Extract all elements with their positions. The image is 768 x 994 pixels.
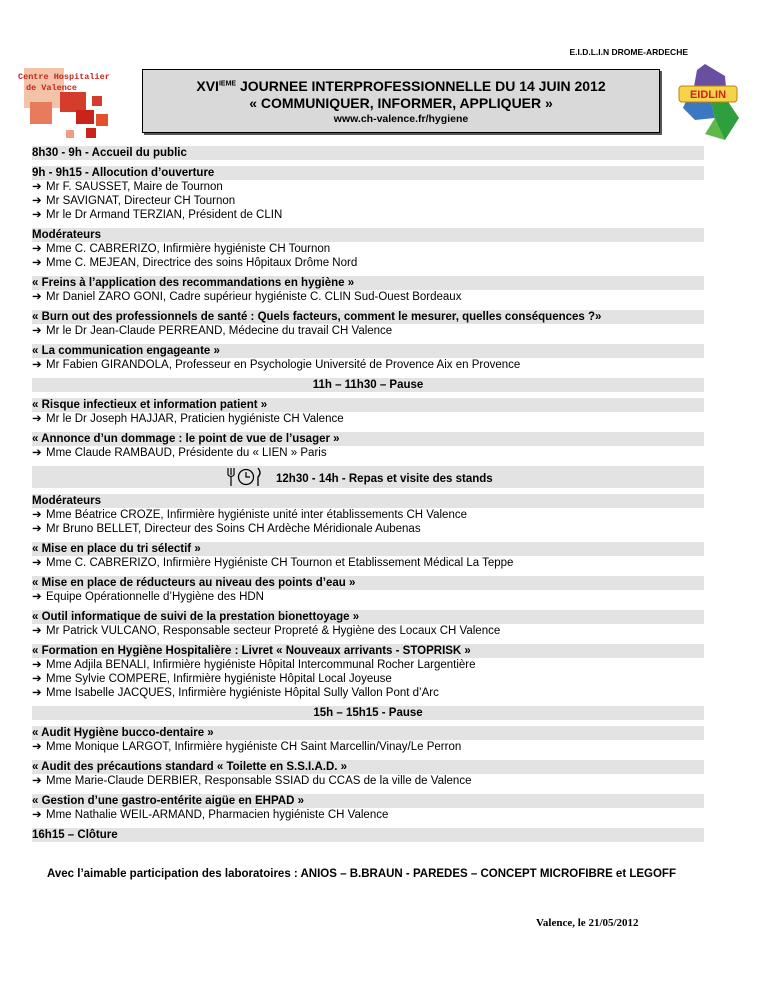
speaker-line xyxy=(32,180,704,194)
event-subtitle: « COMMUNIQUER, INFORMER, APPLIQUER » xyxy=(249,95,553,111)
speaker-text: Mme Monique LARGOT, Infirmière hygiéniste CH Saint Marcellin/Vinay/Le Perron xyxy=(46,741,462,753)
agenda-heading: Modérateurs xyxy=(32,228,704,242)
arrow-icon: ➔ xyxy=(32,659,42,671)
arrow-icon: ➔ xyxy=(32,359,42,371)
agenda-heading: « Formation en Hygiène Hospitalière : Livret « Nouveaux arrivants - STOPRISK » xyxy=(32,644,704,658)
sponsors-note: Avec l’aimable participation des laboratoires : ANIOS – B.BRAUN - PAREDES – CONCEPT MICROFIBRE et LEGOFF xyxy=(47,868,676,880)
agenda-heading: « Mise en place du tri sélectif » xyxy=(32,542,704,556)
speaker-text: Mr Daniel ZARO GONI, Cadre supérieur hygiéniste C. CLIN Sud-Ouest Bordeaux xyxy=(46,291,462,303)
event-url: www.ch-valence.fr/hygiene xyxy=(333,113,469,125)
speaker-line xyxy=(32,808,704,822)
association-label: E.I.D.L.I.N DROME-ARDECHE xyxy=(569,47,688,57)
agenda-block xyxy=(32,378,704,392)
arrow-icon: ➔ xyxy=(32,195,42,207)
speaker-text: Mme Claude RAMBAUD, Présidente du « LIEN » Paris xyxy=(46,447,327,459)
agenda-block xyxy=(32,794,704,822)
agenda-block xyxy=(32,726,704,754)
speaker-text: Mr F. SAUSSET, Maire de Tournon xyxy=(46,181,223,193)
agenda-heading: 16h15 – Clôture xyxy=(32,828,704,842)
speaker-text: Mme C. CABRERIZO, Infirmière hygiéniste CH Tournon xyxy=(46,243,331,255)
agenda-block xyxy=(32,760,704,788)
speaker-line xyxy=(32,508,704,522)
agenda xyxy=(32,146,704,848)
agenda-heading: « Audit des précautions standard « Toilette en S.S.I.A.D. » xyxy=(32,760,704,774)
arrow-icon: ➔ xyxy=(32,413,42,425)
arrow-icon: ➔ xyxy=(32,775,42,787)
speaker-line xyxy=(32,208,704,222)
agenda-heading: 8h30 - 9h - Accueil du public xyxy=(32,146,704,160)
agenda-heading: « Burn out des professionnels de santé : Quels facteurs, comment le mesurer, quelles conséquences ?» xyxy=(32,310,704,324)
speaker-text: Mr Patrick VULCANO, Responsable secteur Propreté & Hygiène des Locaux CH Valence xyxy=(46,625,501,637)
speaker-text: Mr le Dr Jean-Claude PERREAND, Médecine du travail CH Valence xyxy=(46,325,393,337)
speaker-text: Mr le Dr Armand TERZIAN, Président de CLIN xyxy=(46,209,283,221)
agenda-heading: 15h – 15h15 - Pause xyxy=(32,706,704,720)
agenda-heading: « Risque infectieux et information patient » xyxy=(32,398,704,412)
arrow-icon: ➔ xyxy=(32,181,42,193)
speaker-line xyxy=(32,740,704,754)
speaker-line xyxy=(32,446,704,460)
agenda-block xyxy=(32,644,704,700)
agenda-block xyxy=(32,576,704,604)
agenda-heading: Modérateurs xyxy=(32,494,704,508)
speaker-text: Mr Bruno BELLET, Directeur des Soins CH Ardèche Méridionale Aubenas xyxy=(46,523,421,535)
eidlin-logo-text: EIDLIN xyxy=(689,89,727,101)
agenda-heading: 9h - 9h15 - Allocution d’ouverture xyxy=(32,166,704,180)
lunch-break-row xyxy=(32,466,704,488)
arrow-icon: ➔ xyxy=(32,809,42,821)
agenda-block xyxy=(32,398,704,426)
arrow-icon: ➔ xyxy=(32,291,42,303)
speaker-line xyxy=(32,658,704,672)
agenda-heading: « Gestion d’une gastro-entérite aigüe en EHPAD » xyxy=(32,794,704,808)
speaker-line xyxy=(32,290,704,304)
speaker-line xyxy=(32,672,704,686)
arrow-icon: ➔ xyxy=(32,523,42,535)
agenda-block xyxy=(32,610,704,638)
speaker-text: Mr Fabien GIRANDOLA, Professeur en Psychologie Université de Provence Aix en Provence xyxy=(46,359,521,371)
arrow-icon: ➔ xyxy=(32,673,42,685)
agenda-heading: 11h – 11h30 – Pause xyxy=(32,378,704,392)
logo-line1: Centre Hospitalier xyxy=(18,72,110,82)
arrow-icon: ➔ xyxy=(32,625,42,637)
agenda-block xyxy=(32,276,704,304)
speaker-line xyxy=(32,324,704,338)
agenda-block xyxy=(32,228,704,270)
speaker-text: Mme C. CABRERIZO, Infirmière Hygiéniste CH Tournon et Etablissement Médical La Teppe xyxy=(46,557,514,569)
document-date: Valence, le 21/05/2012 xyxy=(536,917,639,929)
agenda-block xyxy=(32,344,704,372)
arrow-icon: ➔ xyxy=(32,209,42,221)
agenda-block xyxy=(32,166,704,222)
arrow-icon: ➔ xyxy=(32,447,42,459)
arrow-icon: ➔ xyxy=(32,257,42,269)
agenda-block xyxy=(32,542,704,570)
speaker-text: Mr SAVIGNAT, Directeur CH Tournon xyxy=(46,195,236,207)
agenda-heading: « Mise en place de réducteurs au niveau des points d’eau » xyxy=(32,576,704,590)
speaker-text: Mme Sylvie COMPERE, Infirmière hygiéniste Hôpital Local Joyeuse xyxy=(46,673,392,685)
agenda-heading: « Annonce d’un dommage : le point de vue de l’usager » xyxy=(32,432,704,446)
agenda-block xyxy=(32,706,704,720)
speaker-text: Mme Marie-Claude DERBIER, Responsable SSIAD du CCAS de la ville de Valence xyxy=(46,775,472,787)
arrow-icon: ➔ xyxy=(32,591,42,603)
agenda-block xyxy=(32,828,704,842)
speaker-text: Mme C. MEJEAN, Directrice des soins Hôpitaux Drôme Nord xyxy=(46,257,358,269)
event-title: XVIIEME JOURNEE INTERPROFESSIONNELLE DU 14 JUIN 2012 xyxy=(196,78,606,94)
logo-line2: de Valence xyxy=(26,83,78,93)
agenda-block xyxy=(32,432,704,460)
arrow-icon: ➔ xyxy=(32,509,42,521)
speaker-line xyxy=(32,242,704,256)
meal-clock-icon xyxy=(225,467,265,487)
hospital-logo xyxy=(16,58,126,144)
speaker-line xyxy=(32,624,704,638)
title-box xyxy=(142,69,660,133)
arrow-icon: ➔ xyxy=(32,687,42,699)
eidlin-logo xyxy=(675,62,745,144)
agenda-heading: « Outil informatique de suivi de la prestation bionettoyage » xyxy=(32,610,704,624)
speaker-text: Mme Adjila BENALI, Infirmière hygiéniste Hôpital Intercommunal Rocher Largentière xyxy=(46,659,476,671)
arrow-icon: ➔ xyxy=(32,741,42,753)
agenda-block xyxy=(32,310,704,338)
speaker-text: Equipe Opérationnelle d’Hygiène des HDN xyxy=(46,591,264,603)
speaker-line xyxy=(32,590,704,604)
speaker-text: Mme Nathalie WEIL-ARMAND, Pharmacien hygiéniste CH Valence xyxy=(46,809,389,821)
speaker-line xyxy=(32,358,704,372)
speaker-text: Mme Isabelle JACQUES, Infirmière hygiéniste Hôpital Sully Vallon Pont d’Arc xyxy=(46,687,439,699)
speaker-line xyxy=(32,774,704,788)
agenda-heading: « Freins à l’application des recommandations en hygiène » xyxy=(32,276,704,290)
agenda-heading: « La communication engageante » xyxy=(32,344,704,358)
speaker-line xyxy=(32,256,704,270)
speaker-line xyxy=(32,556,704,570)
arrow-icon: ➔ xyxy=(32,325,42,337)
speaker-line xyxy=(32,522,704,536)
agenda-block xyxy=(32,146,704,160)
speaker-line xyxy=(32,686,704,700)
speaker-line xyxy=(32,412,704,426)
agenda-block xyxy=(32,494,704,536)
speaker-text: Mme Béatrice CROZE, Infirmière hygiéniste unité inter établissements CH Valence xyxy=(46,509,467,521)
agenda-heading: « Audit Hygiène bucco-dentaire » xyxy=(32,726,704,740)
arrow-icon: ➔ xyxy=(32,557,42,569)
lunch-label: 12h30 - 14h - Repas et visite des stands xyxy=(276,473,493,485)
arrow-icon: ➔ xyxy=(32,243,42,255)
speaker-line xyxy=(32,194,704,208)
speaker-text: Mr le Dr Joseph HAJJAR, Praticien hygiéniste CH Valence xyxy=(46,413,344,425)
